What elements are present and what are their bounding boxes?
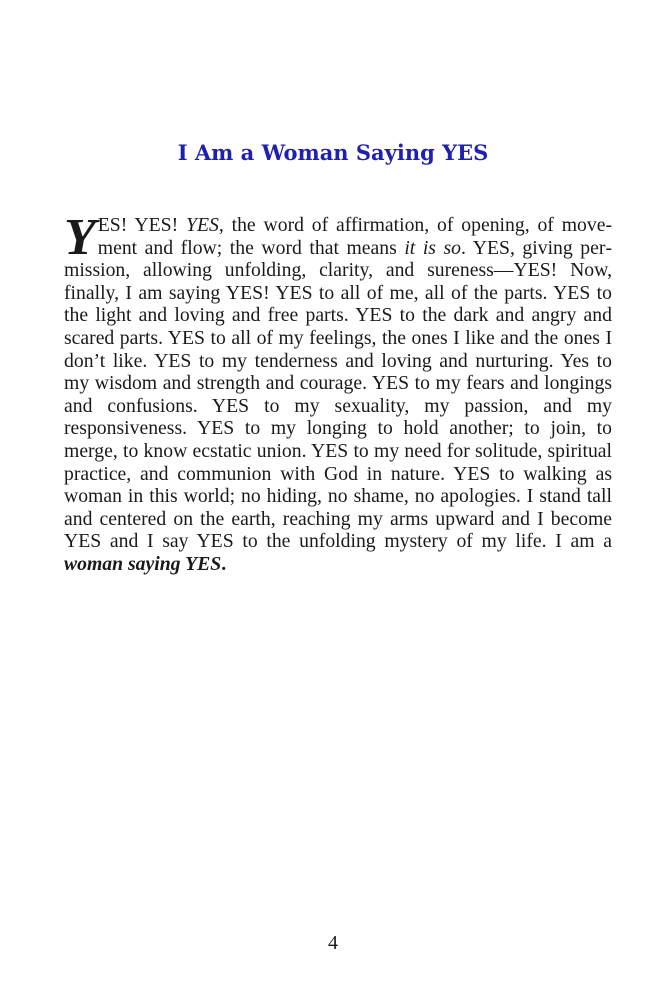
text-run-final: .: [221, 552, 227, 575]
text-run: , the word of affirmation, of opening, of movement and flow; the word that means: [97, 214, 612, 259]
page-title: I Am a Woman Saying YES: [177, 140, 489, 165]
emphasis-woman-saying-yes: woman saying YES: [64, 552, 222, 575]
emphasis-it-is-so: it is so: [404, 236, 462, 259]
page-number: 4: [328, 932, 338, 954]
text-run: ES! YES!: [97, 214, 187, 236]
text-run: . YES, giving permission, allowing unfolding, clarity, and sureness—YES! Now, finally, I am saying YES! YES to all of me, all of the parts. YES to the light and loving and free parts. YES to the dark and angry and scared parts. YES to all of my feelings, the ones I like and the ones I don’t like. YES to my tenderness and loving and nurturing. Yes to my wisdom and strength and courage. YES to my fears and longings and confusions. YES to my sexuality, my passion, and my responsiveness. YES to my longing to hold another; to join, to merge, to know ecstatic union. YES to my need for solitude, spiritual practice, and communion with God in nature. YES to walking as woman in this world; no hiding, no shame, no apologies. I stand tall and centered on the earth, reaching my arms upward and I become YES and I say YES to the unfolding mystery of my life. I am a: [64, 236, 612, 553]
emphasis-yes: YES: [186, 214, 219, 236]
drop-cap: Y: [64, 209, 96, 266]
body-paragraph: [64, 209, 612, 576]
